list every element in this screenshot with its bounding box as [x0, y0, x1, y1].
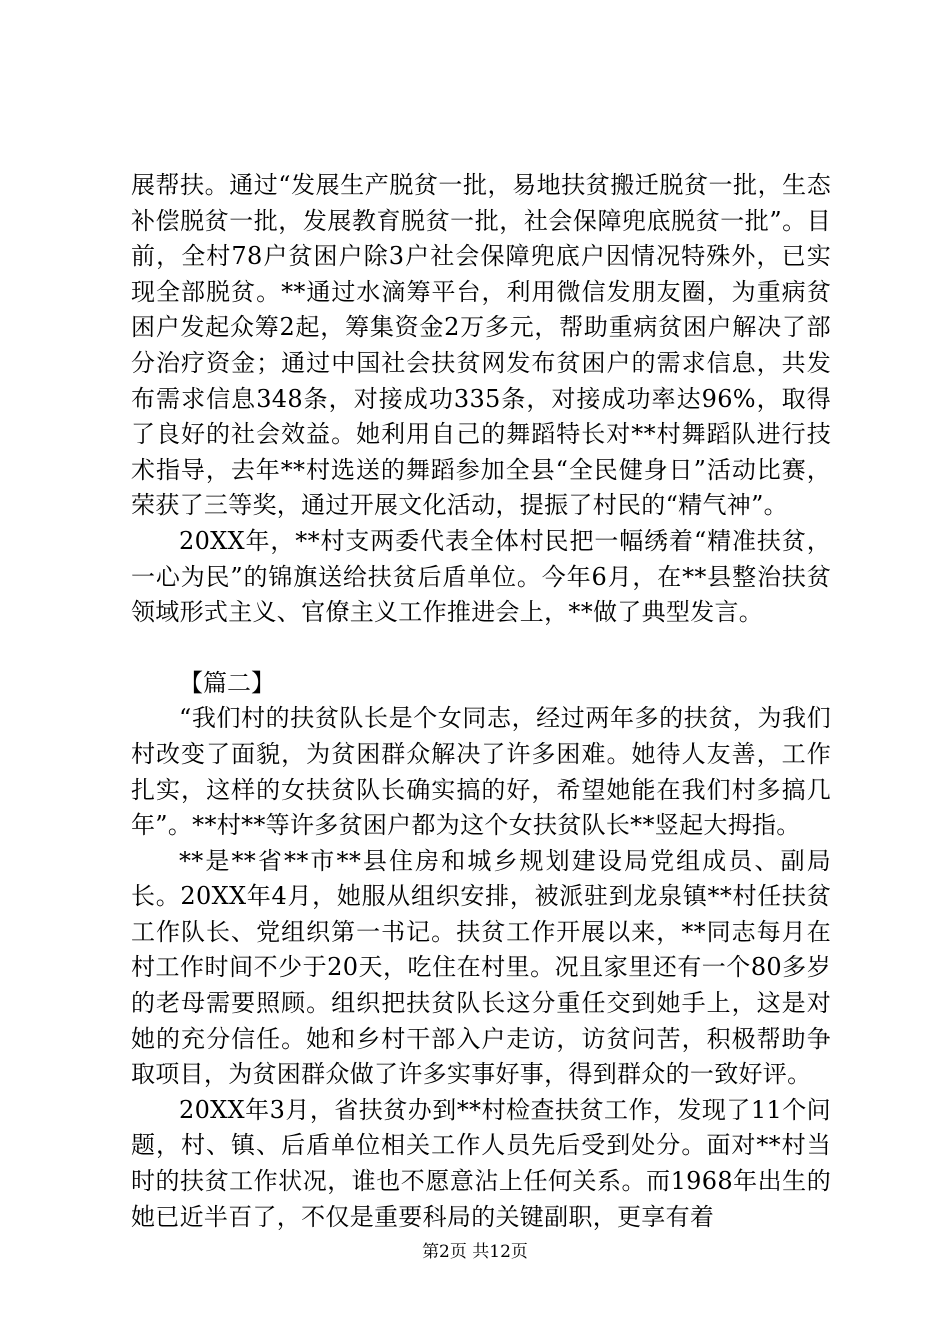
document-body [131, 168, 831, 1235]
section-heading: 【篇二】 [179, 668, 275, 697]
paragraph-banner: 20XX年，**村支两委代表全体村民把一幅绣着“精准扶贫，一心为民”的锦旗送给扶贫后盾单位。今年6月，在**县整治扶贫领域形式主义、官僚主义工作推进会上，**做了典型发言。 [131, 526, 831, 627]
section-spacer [131, 631, 831, 666]
paragraph-continued: 展帮扶。通过“发展生产脱贫一批，易地扶贫搬迁脱贫一批，生态补偿脱贫一批，发展教育脱贫一批，社会保障兜底脱贫一批”。目前，全村78户贫困户除3户社会保障兜底户因情况特殊外，已实现全部脱贫。**通过水滴筹平台，利用微信发朋友圈，为重病贫困户发起众筹2起，筹集资金2万多元，帮助重病贫困户解决了部分治疗资金；通过中国社会扶贫网发布贫困户的需求信息，共发布需求信息348条，对接成功335条，对接成功率达96%，取得了良好的社会效益。她利用自己的舞蹈特长对**村舞蹈队进行技术指导，去年**村选送的舞蹈参加全县“全民健身日”活动比赛，荣获了三等奖，通过开展文化活动，提振了村民的“精气神”。 [131, 171, 831, 520]
paragraph-profile: **是**省**市**县住房和城乡规划建设局党组成员、副局长。20XX年4月，她服从组织安排，被派驻到龙泉镇**村任扶贫工作队长、党组织第一书记。扶贫工作开展以来，**同志每月在村工作时间不少于20天，吃住在村里。况且家里还有一个80多岁的老母需要照顾。组织把扶贫队长这分重任交到她手上，这是对她的充分信任。她和乡村干部入户走访，访贫问苦，积极帮助争取项目，为贫困群众做了许多实事好事，得到群众的一致好评。 [131, 846, 831, 1089]
paragraph-quote: “我们村的扶贫队长是个女同志，经过两年多的扶贫，为我们村改变了面貌，为贫困群众解决了许多困难。她待人友善，工作扎实，这样的女扶贫队长确实搞的好，希望她能在我们村多搞几年”。**村**等许多贫困户都为这个女扶贫队长**竖起大拇指。 [131, 704, 831, 840]
paragraph-inspection: 20XX年3月，省扶贫办到**村检查扶贫工作，发现了11个问题，村、镇、后盾单位相关工作人员先后受到处分。面对**村当时的扶贫工作状况，谁也不愿意沾上任何关系。而1968年出生的她已近半百了，不仅是重要科局的关键副职，更享有着 [131, 1095, 831, 1231]
page-footer: 第2页 共12页 [422, 1242, 528, 1262]
